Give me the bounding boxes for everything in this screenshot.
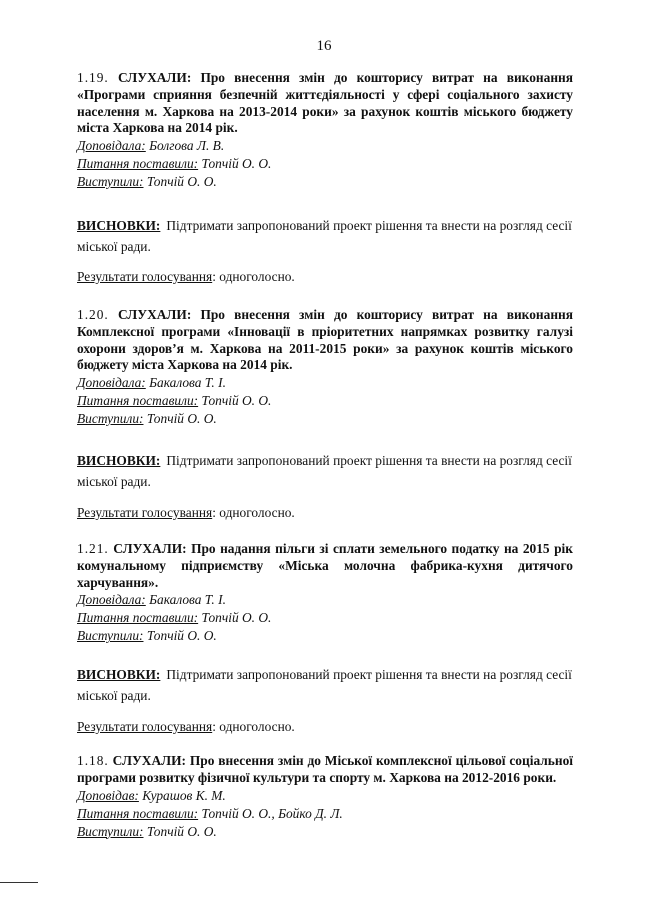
speaker-line [77, 137, 573, 155]
questions-line [77, 155, 573, 173]
questions-line [77, 609, 573, 627]
vote-label: Результати голосування [77, 505, 213, 520]
questions-label: Питання поставили: [77, 610, 199, 626]
questions-label: Питання поставили: [77, 156, 199, 172]
item-number: 1.18. [77, 753, 109, 768]
conclusion-1 [77, 215, 573, 257]
item-keyword: СЛУХАЛИ: [113, 541, 187, 556]
speaker-label: Доповідала: [77, 592, 146, 608]
vote-result-3 [77, 719, 295, 735]
conclusion-text: Підтримати запропонований проект рішення та внести на розгляд сесії міської ради. [77, 453, 572, 489]
speaker-name: Бакалова Т. І. [149, 375, 226, 391]
questions-names: Топчій О. О. [201, 610, 272, 626]
item-heading [77, 307, 573, 374]
speaker-line [77, 374, 573, 392]
vote-result-2 [77, 505, 295, 521]
item-number: 1.21. [77, 541, 109, 556]
speaker-label: Доповідала: [77, 138, 146, 154]
spoke-label: Виступили: [77, 174, 144, 190]
questions-label: Питання поставили: [77, 805, 199, 821]
agenda-item-3 [77, 541, 573, 645]
agenda-item-2 [77, 307, 573, 428]
speaker-line [77, 787, 573, 805]
item-text: Про внесення змін до кошторису витрат на виконання «Програми сприяння безпечній життєдіяльності у сфері соціального захисту населення м. Харкова на 2013-2014 роки» за рахунок коштів міського бюджету міста Харкова на 2014 рік. [77, 70, 573, 136]
spoke-names: Топчій О. О. [146, 411, 217, 427]
speaker-name: Болгова Л. В. [149, 138, 225, 154]
questions-label: Питання поставили: [77, 393, 199, 409]
item-heading [77, 70, 573, 137]
questions-line [77, 805, 573, 823]
vote-value: : одноголосно. [212, 719, 295, 734]
spoke-label: Виступили: [77, 823, 144, 839]
page-number: 16 [316, 38, 332, 54]
conclusion-text: Підтримати запропонований проект рішення та внести на розгляд сесії міської ради. [77, 667, 572, 703]
item-keyword: СЛУХАЛИ: [112, 753, 186, 768]
item-heading [77, 753, 573, 787]
item-number: 1.20. [77, 307, 109, 322]
conclusion-2 [77, 450, 573, 492]
vote-label: Результати голосування [77, 719, 213, 734]
vote-value: : одноголосно. [212, 505, 295, 520]
speaker-label: Доповідала: [77, 375, 146, 391]
speaker-name: Бакалова Т. І. [149, 592, 226, 608]
item-heading [77, 541, 573, 591]
agenda-item-4 [77, 753, 573, 841]
item-text: Про внесення змін до кошторису витрат на виконання Комплексної програми «Інновації в пріоритетних напрямках розвитку галузі охорони здоров’я м. Харкова на 2011-2015 роки» за рахунок коштів міського бюджету міста Харкова на 2014 рік. [77, 307, 573, 373]
item-number: 1.19. [77, 70, 109, 85]
spoke-line [77, 410, 573, 428]
spoke-label: Виступили: [77, 411, 144, 427]
spoke-line [77, 627, 573, 645]
conclusion-label: ВИСНОВКИ: [77, 667, 161, 682]
vote-label: Результати голосування [77, 269, 213, 284]
agenda-item-1 [77, 70, 573, 191]
item-keyword: СЛУХАЛИ: [117, 307, 192, 322]
speaker-label: Доповідав: [77, 787, 139, 803]
questions-names: Топчій О. О., Бойко Д. Л. [201, 805, 343, 821]
spoke-line [77, 173, 573, 191]
conclusion-label: ВИСНОВКИ: [77, 453, 161, 468]
vote-result-1 [77, 269, 295, 285]
questions-line [77, 392, 573, 410]
spoke-line [77, 823, 573, 841]
questions-names: Топчій О. О. [201, 156, 272, 172]
spoke-label: Виступили: [77, 628, 144, 644]
vote-value: : одноголосно. [212, 269, 295, 284]
conclusion-label: ВИСНОВКИ: [77, 218, 161, 233]
item-keyword: СЛУХАЛИ: [117, 70, 192, 85]
conclusion-text: Підтримати запропонований проект рішення та внести на розгляд сесії міської ради. [77, 218, 572, 254]
spoke-names: Топчій О. О. [146, 174, 217, 190]
spoke-names: Топчій О. О. [146, 628, 217, 644]
footer-rule [0, 882, 38, 883]
item-text: Про внесення змін до Міської комплексної цільової соціальної програми розвитку фізичної культури та спорту м. Харкова на 2012-2016 роки. [77, 753, 573, 785]
questions-names: Топчій О. О. [201, 393, 272, 409]
item-text: Про надання пільги зі сплати земельного податку на 2015 рік комунальному підприємству «Міська молочна фабрика-кухня дитячого харчування». [77, 541, 573, 590]
speaker-line [77, 591, 573, 609]
speaker-name: Курашов К. М. [142, 787, 226, 803]
spoke-names: Топчій О. О. [146, 823, 217, 839]
conclusion-3 [77, 664, 573, 706]
